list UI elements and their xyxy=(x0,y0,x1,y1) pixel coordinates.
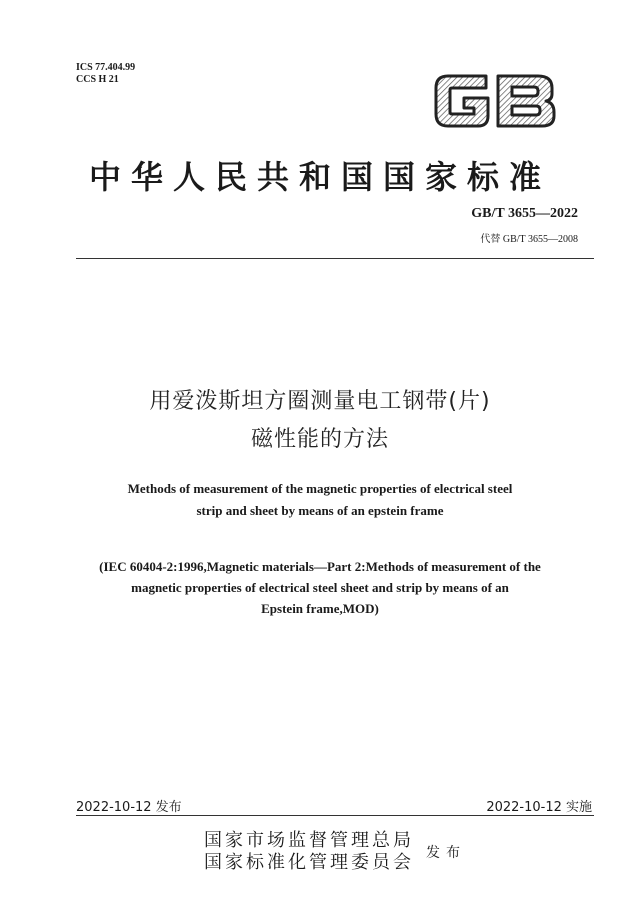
iec-note-line-3: Epstein frame,MOD) xyxy=(261,601,379,616)
iec-note-line-1: (IEC 60404-2:1996,Magnetic materials—Part 2:Methods of measurement of the xyxy=(99,559,541,574)
iec-note-line-2: magnetic properties of electrical steel sheet and strip by means of an xyxy=(131,580,509,595)
standard-number: GB/T 3655—2022 xyxy=(471,206,578,221)
ccs-code: CCS H 21 xyxy=(76,74,119,85)
issue-label: 发布 xyxy=(426,845,466,861)
ics-code: ICS 77.404.99 xyxy=(76,62,136,73)
classification-codes xyxy=(76,62,135,86)
header-divider xyxy=(76,258,594,259)
gb-logo-icon xyxy=(428,66,560,136)
issuer-sac: 国家标准化管理委员会 xyxy=(204,852,414,873)
standard-category-title: 中华人民共和国国家标准 xyxy=(88,158,551,196)
issue-date: 2022-10-12 发布 xyxy=(76,800,182,815)
iec-equivalence-note xyxy=(40,556,600,619)
replaces-standard: 代替 GB/T 3655—2008 xyxy=(480,234,578,245)
issuer-samr: 国家市场监督管理总局 xyxy=(204,830,414,851)
chinese-title-line-1: 用爱泼斯坦方圈测量电工钢带(片) xyxy=(149,389,491,414)
english-title xyxy=(90,478,550,522)
chinese-title-line-2: 磁性能的方法 xyxy=(250,427,389,452)
issuing-authorities xyxy=(204,830,414,874)
english-title-line-2: strip and sheet by means of an epstein frame xyxy=(196,503,444,518)
footer-divider xyxy=(76,815,594,816)
english-title-line-1: Methods of measurement of the magnetic properties of electrical steel xyxy=(127,481,513,496)
implementation-date: 2022-10-12 实施 xyxy=(486,800,592,815)
